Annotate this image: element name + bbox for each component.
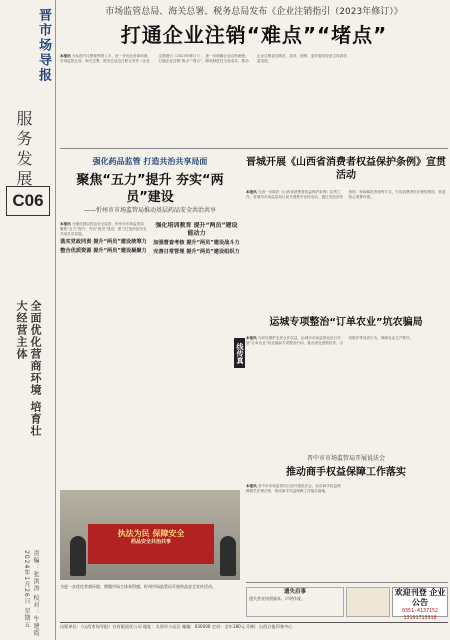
photo-caption: 为进一步优化营商环境、增强市场主体获得感，忻州市场监管局开展药品安全宣传活动。 [60,584,216,589]
article-headline: 晋城开展《山西省消费者权益保护条例》宣贯活动 [246,157,446,181]
article-headline: 推动商手权益保障工作落实 [286,467,406,478]
publisher-footer: 出版单位：《山西市场导报》社有限责任公司 地址：太原市小店区 邮编：030006 定价：全年180元 印刷：山西日报印务中心 [60,622,448,638]
article-body [246,484,446,572]
lead-headline: 打通企业注销“难点”“堵点” [120,23,388,47]
promo-title: 欢迎刊登 企业公告 [394,588,446,607]
photo-banner [88,524,214,564]
notice-title: 遗失启事 [283,589,306,595]
article-text: 晋中市市场监管局日前开展说法会，宣讲商手权益保障相关法律法规，推动商手权益保障工作落实落地。 [246,484,341,494]
promo-phone: 13191715918 [403,614,437,621]
notice-body: 遗失营业执照副本，声明作废。 [249,596,305,601]
article-body [246,190,446,310]
section-name: 服务发展 [14,110,33,190]
article-headline: 运城专项整治“订单农业”坑农骗局 [269,317,423,328]
page-code: C06 [6,186,50,216]
news-photo [60,490,240,580]
ad-placeholder [346,587,390,617]
divider [60,148,448,149]
banner-line1: 执法为民 保障安全 [117,529,185,538]
article-kicker: 晋中市市场监管局开展说法会 [306,455,385,462]
feature-byline: 本报讯 [60,222,71,226]
notice-ad [246,587,344,617]
article-text: 为进一步做好《山西省消费者权益保护条例》宣贯工作，晋城市市场监管局日前开展集中宣传活动，通过发放宣传资料、现场解答咨询等方式，引导消费者依法理性维权，营造放心消费环境。 [246,190,446,200]
article-byline: 本报讯 [246,190,257,194]
feature-headline: 聚焦“五力”提升 夯实“两员”建设 [76,173,224,205]
feature-body [60,222,240,532]
lead-byline: 本报讯 [60,54,71,58]
banner-line2: 药品安全共治共享 [130,539,171,545]
lead-body [60,54,448,134]
feature-subhead: 加强督查考核 提升“两员”建设战斗力 [153,240,240,246]
slogan: 全面优化营商环境 培育壮大经营主体 [15,300,42,437]
article-byline: 本报讯 [246,484,257,488]
left-column [0,0,56,640]
section-tag: 线传真 [234,338,245,368]
feature-subhead: 整合优质资源 提升“两员”建设凝聚力 [60,248,147,255]
feature-kicker: 强化药品监管 打造共治共享局面 [92,157,208,166]
ads-area [246,582,448,621]
article-text: 为切实维护农民合法权益，运城市市场监管局近日开展“订单农业”坑农骗局专项整治行动，重点查处虚假宣传、合同欺诈等违法行为，保障农业生产秩序。 [246,336,414,346]
person-figure [70,536,86,576]
article-byline: 本报讯 [246,336,257,340]
feature-subhead: 强化培训教育 提升“两员”建设能动力 [155,222,238,237]
promo-ad [392,587,448,621]
article-body [246,336,446,446]
lead-text: 为从提升注销便利度入手，进一步优化营商环境，市场监管总局、海关总署、税务总局近日联合发布《企业注销指引（2023年修订）》，进一步明确企业注销流程，打通企业注销“难点”“堵点”，降低制度性交易成本，推动企业注销更加规范、高效、便利，更好服务经营主体高质量发展。 [60,54,347,64]
newspaper-masthead: 晋市场导报 [36,7,51,83]
edition-meta: 责编：张洪涛 校对：牛建霞 2024年1月26日 星期五 [23,550,39,637]
feature-text: 为强化基层药品安全监管，忻州市市场监管局聚焦“五力”提升、夯实“两员”建设，着力打造药品安全共治共享局面。 [60,222,147,237]
feature-subhead: 完善日常管理 提升“两员”建设组织力 [153,249,240,255]
right-column [246,156,446,576]
person-figure [220,536,236,576]
feature-story [60,156,240,531]
feature-subtitle: ——忻州市市场监管局推动基层药品安全共治共享 [83,207,216,214]
lead-kicker: 市场监管总局、海关总署、税务总局发布《企业注销指引（2023年修订）》 [105,7,403,17]
feature-subhead: 落实党政同责 提升“两员”建设统筹力 [60,239,147,246]
promo-phone: 0351-4137152 [401,608,439,614]
